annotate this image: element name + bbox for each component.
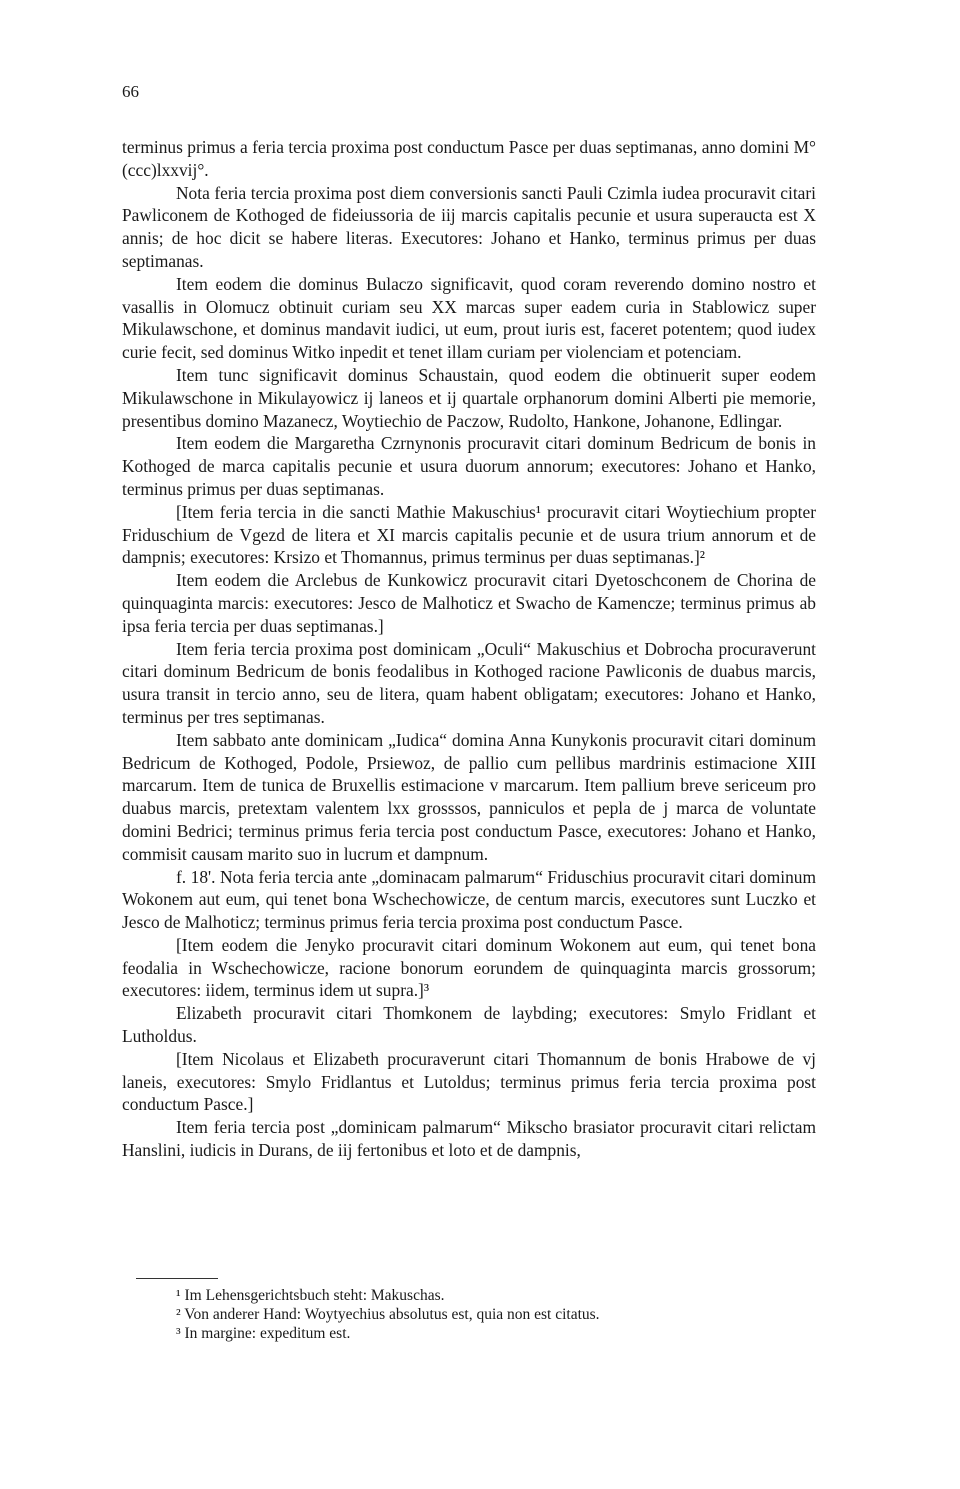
footnote-rule (136, 1278, 218, 1279)
footnote: ¹ Im Lehensgerichtsbuch steht: Makuschas. (176, 1287, 445, 1304)
paragraph: Elizabeth procuravit citari Thomkonem de laybding; executores: Smylo Fridlant et Lutholdus. (122, 1003, 816, 1047)
footnote: ³ In margine: expeditum est. (176, 1325, 351, 1342)
paragraph: [Item feria tercia in die sancti Mathie Makuschius¹ procuravit citari Woytiechium propter Friduschium de Vgezd de litera et XI marcis capitalis pecunie et de usura trium annorum et de dampnis; executores: Krsizo et Thomannus, primus terminus per duas septimanas.]² (122, 501, 816, 568)
paragraph: Item eodem die Arclebus de Kunkowicz procuravit citari Dyetoschconem de Chorina de quinquaginta marcis: executores: Jesco de Malhoticz et Swacho de Kamencze; terminus primus ab ipsa feria tercia per duas septimanas.] (122, 570, 816, 636)
paragraph: f. 18'. Nota feria tercia ante „dominacam palmarum“ Friduschius procuravit citari dominum Wokonem aut eum, qui tenet bona Wschechowicze, de centum marcis, executores sunt Luczko et Jesco de Malhoticz; terminus primus feria tercia proxima post conductum Pasce. (122, 866, 816, 933)
paragraph: Item tunc significavit dominus Schaustain, quod eodem die obtinuerit super eodem Mikulawschone in Mikulayowicz ij laneos et ij quartale orphanorum domini Alberti pie memorie, presentibus domino Mazanecz, Woytiechio de Paczow, Rudolto, Hankone, Johanone, Edlingar. (122, 364, 816, 431)
paragraph: Item feria tercia post „dominicam palmarum“ Mikscho brasiator procuravit citari relictam Hanslini, iudicis in Durans, de iij fertonibus et loto et de dampnis, (122, 1117, 816, 1161)
footnote: ² Von anderer Hand: Woytyechius absolutus est, quia non est citatus. (176, 1306, 600, 1323)
paragraph: Item eodem die Margaretha Czrnynonis procuravit citari dominum Bedricum de bonis in Kothoged de marca capitalis pecunie et usura duorum annorum; executores: Johano et Hanko, terminus primus per duas septimanas. (122, 433, 816, 499)
paragraph: Nota feria tercia proxima post diem conversionis sancti Pauli Czimla iudea procuravit citari Pawliconem de Kothoged de fideiussoria de iij marcis capitalis pecunie et usura superaucta est X annis; de hoc dicit se habere literas. Executores: Johano et Hanko, terminus primus per duas septimanas. (122, 182, 816, 271)
paragraph: Item eodem die dominus Bulaczo significavit, quod coram reverendo domino nostro et vasallis in Olomucz obtinuit curiam seu XX marcas super eadem curia in Stablowicz super Mikulawschone, et dominus mandavit iudici, ut eum, prout iuris est, faceret potentem; quod iudex curie fecit, sed dominus Witko inpedit et tenet illam curiam per violenciam et potenciam. (122, 273, 816, 363)
paragraph: Item feria tercia proxima post dominicam „Oculi“ Makuschius et Dobrocha procuraverunt citari dominum Bedricum de bonis feodalibus in Kothoged racione Pawliconis de duabus marcis, usura transit in tercio anno, seu de litera, quam habent obligatam; executores: Johano et Hanko, terminus per tres septimanas. (122, 638, 816, 727)
page-number: 66 (122, 82, 139, 101)
paragraph: terminus primus a feria tercia proxima post conductum Pasce per duas septimanas, anno domini M°(ccc)lxxvij°. (122, 137, 816, 180)
footnotes (176, 1286, 796, 1343)
paragraph: [Item eodem die Jenyko procuravit citari dominum Wokonem aut eum, qui tenet bona feodalia in Wschechowicze, racione bonorum eorundem de quinquaginta marcis grossorum; executores: iidem, terminus idem ut supra.]³ (122, 934, 816, 1001)
paragraph: [Item Nicolaus et Elizabeth procuraverunt citari Thomannum de bonis Hrabowe de vj laneis, executores: Smylo Fridlantus et Lutoldus; terminus primus feria tercia proxima post conductum Pasce.] (122, 1048, 816, 1115)
main-text (122, 136, 816, 1162)
paragraph: Item sabbato ante dominicam „Iudica“ domina Anna Kunykonis procuravit citari dominum Bedricum de Kothoged, Podole, Prsiewoz, de pallio cum pellibus mardrinis estimacione XIII marcarum. Item de tunica de Bruxellis estimacione v marcarum. Item pallium breve sericeum pro duabus marcis, pretextam valentem lxx grosssos, panniculos et pepla de j marca de voluntate domini Bedrici; terminus primus feria tercia post conductum Pasce, executores: Johano et Hanko, commisit causam marito suo in lucrum et dampnum. (122, 729, 816, 864)
